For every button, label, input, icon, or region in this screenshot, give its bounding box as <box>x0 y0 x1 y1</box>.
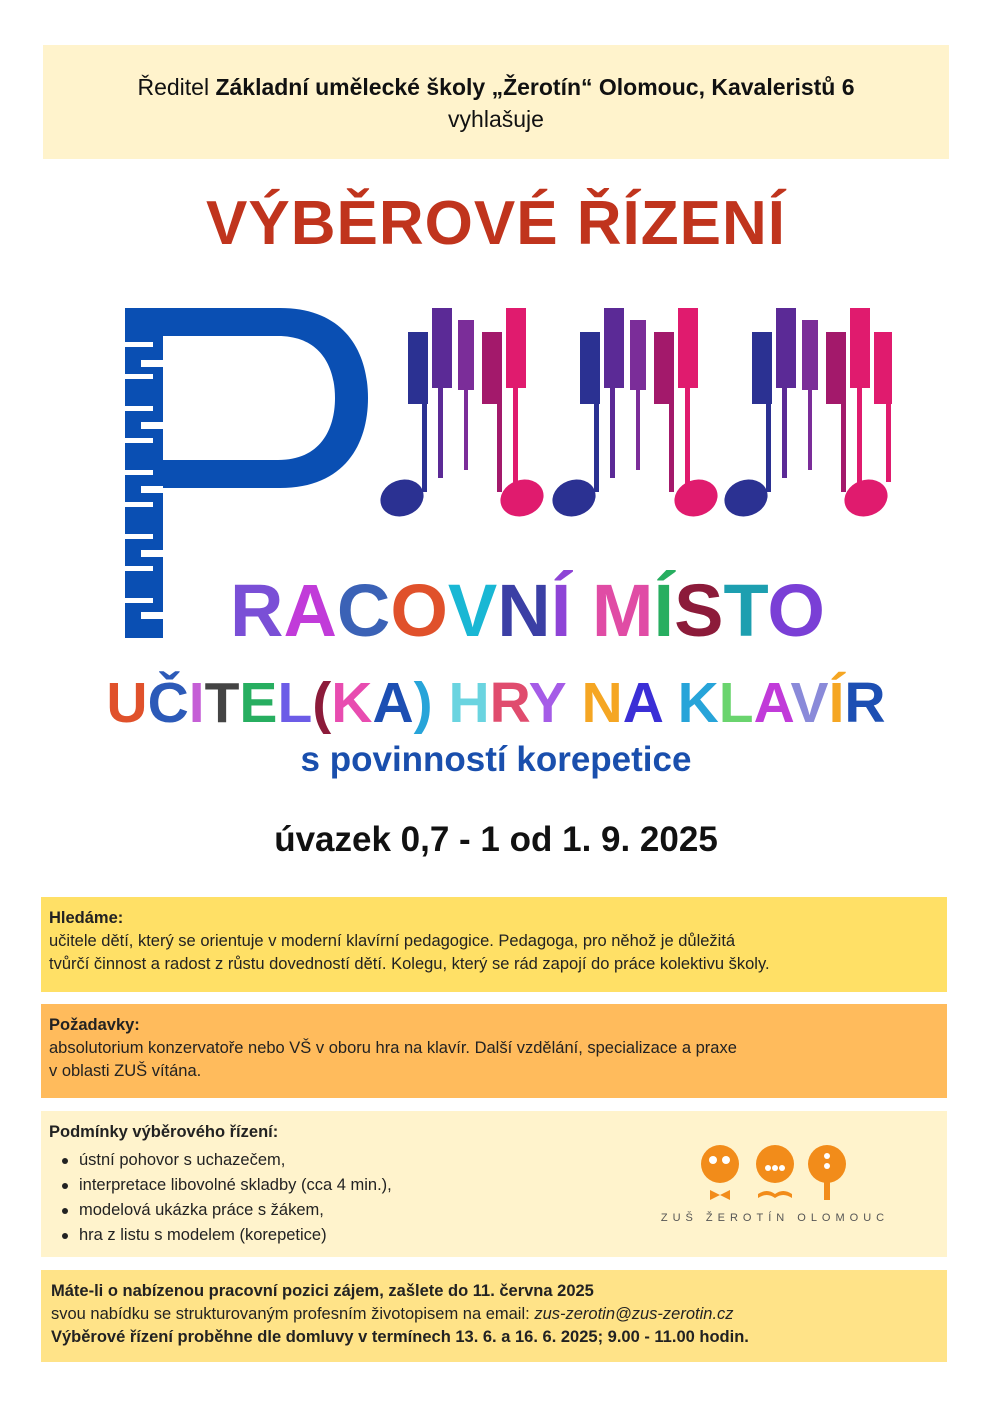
contact-email[interactable]: zus-zerotin@zus-zerotin.cz <box>534 1305 734 1323</box>
requirements-heading: Požadavky: <box>49 1016 140 1034</box>
header-prefix: Ředitel <box>137 74 216 100</box>
position-title: UČITEL(KA) HRY NA KLAVÍR <box>106 671 886 735</box>
seeking-line-2: tvůrčí činnost a radost z růstu dovedností dětí. Kolegu, který se rád zapojí do práce kolektivu školy. <box>49 955 770 973</box>
list-item: modelová ukázka práce s žákem, <box>57 1198 939 1223</box>
list-item: interpretace libovolné skladby (cca 4 min.), <box>57 1173 939 1198</box>
contact-dates: Výběrové řízení proběhne dle domluvy v termínech 13. 6. a 16. 6. 2025; 9.00 - 11.00 hodin. <box>51 1328 749 1346</box>
header-line <box>43 71 949 103</box>
music-note-group-3 <box>719 308 893 522</box>
contact-box <box>41 1270 947 1362</box>
list-item: ústní pohovor s uchazečem, <box>57 1148 939 1173</box>
school-logo-text: ZUŠ ŽEROTÍN OLOMOUC <box>660 1212 890 1224</box>
contact-line-2 <box>51 1303 939 1326</box>
list-item: hra z listu s modelem (korepetice) <box>57 1223 939 1248</box>
page-title: VÝBĚROVÉ ŘÍZENÍ <box>206 189 786 258</box>
requirements-box <box>41 1004 947 1098</box>
contact-line-1 <box>51 1280 939 1303</box>
contact-text: svou nabídku se strukturovaným profesním životopisem na email: <box>51 1305 535 1323</box>
header-box <box>43 45 949 159</box>
header-announces: vyhlašuje <box>448 106 544 132</box>
music-note-group-2 <box>547 308 723 522</box>
contact-deadline: Máte-li o nabízenou pracovní pozici zájem, zašlete do 11. června 2025 <box>51 1282 594 1300</box>
music-note-group-1 <box>375 308 549 522</box>
school-name: Základní umělecké školy „Žerotín“ Olomouc, Kavaleristů 6 <box>215 74 855 100</box>
zus-zerotin-faces-logo-icon <box>640 1140 910 1210</box>
contact-line-3 <box>51 1326 939 1349</box>
workload: úvazek 0,7 - 1 od 1. 9. 2025 <box>274 820 718 859</box>
requirements-line-2: v oblasti ZUŠ vítána. <box>49 1062 202 1080</box>
requirements-line-1: absolutorium konzervatoře nebo VŠ v oboru hra na klavír. Další vzdělání, specializace a praxe <box>49 1039 737 1057</box>
seeking-heading: Hledáme: <box>49 909 124 927</box>
conditions-heading: Podmínky výběrového řízení: <box>49 1123 279 1141</box>
seeking-line-1: učitele dětí, který se orientuje v moderní klavírní pedagogice. Pedagoga, pro něhož je důležitá <box>49 932 736 950</box>
subtitle: s povinností korepetice <box>300 740 692 779</box>
job-position-heading: RACOVNÍ MÍSTO <box>230 569 825 650</box>
seeking-box <box>41 897 947 992</box>
piano-keys-music-notes-icon <box>0 290 992 650</box>
